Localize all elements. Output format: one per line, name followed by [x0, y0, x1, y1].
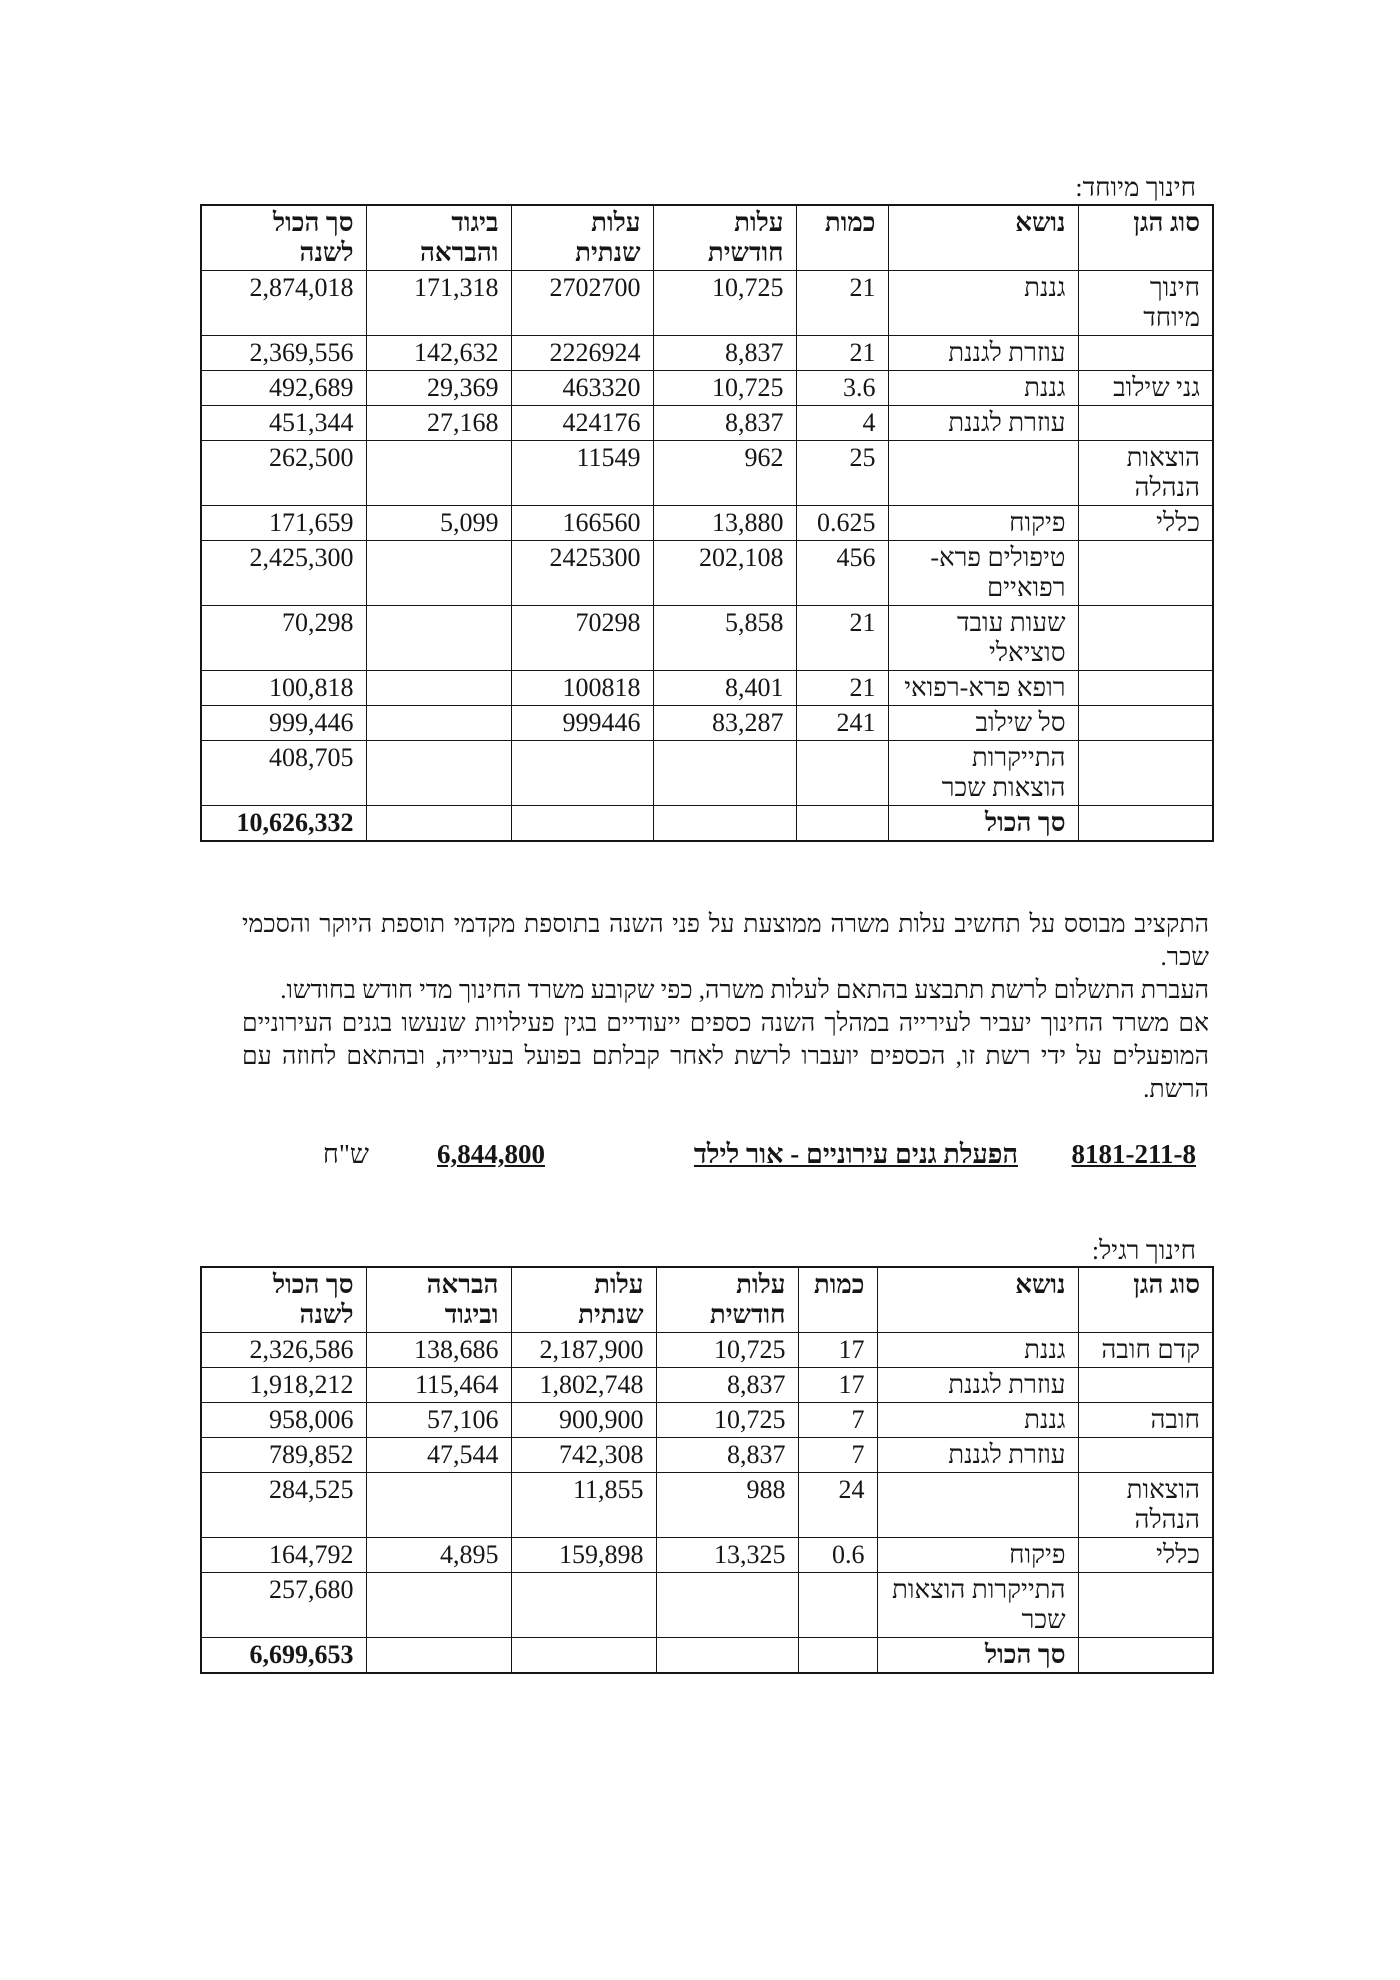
table-row	[201, 336, 1213, 371]
cell-annual-cost: 159,898	[511, 1538, 656, 1573]
table-row	[201, 1438, 1213, 1473]
cell-empty	[366, 1638, 511, 1674]
cell-benefits: 171,318	[366, 271, 511, 336]
cell-kindergarten-type	[1078, 671, 1213, 706]
cell-empty	[656, 1638, 798, 1674]
cell-kindergarten-type	[1078, 1368, 1213, 1403]
cell-quantity: 25	[796, 441, 888, 506]
cell-empty	[653, 806, 796, 842]
cell-benefits: 4,895	[366, 1538, 511, 1573]
cell-quantity: 0.6	[798, 1538, 877, 1573]
cell-monthly-cost: 8,837	[653, 336, 796, 371]
cell-benefits: 115,464	[366, 1368, 511, 1403]
cell-kindergarten-type: כללי	[1078, 506, 1213, 541]
notes-line: התקציב מבוסס על תחשיב עלות משרה ממוצעת על פני השנה בתוספת מקדמי תוספת היוקר והסכמי	[242, 911, 1209, 938]
cell-kindergarten-type	[1078, 406, 1213, 441]
cell-annual-cost: 999446	[511, 706, 653, 741]
cell-monthly-cost: 8,837	[656, 1438, 798, 1473]
cell-monthly-cost: 8,837	[656, 1368, 798, 1403]
cell-kindergarten-type: חובה	[1078, 1403, 1213, 1438]
cell-subject: גננת	[888, 271, 1078, 336]
table-row	[201, 406, 1213, 441]
cell-monthly-cost: 13,325	[656, 1538, 798, 1573]
budget-code: 8181-211-8	[1071, 1139, 1196, 1169]
cell-annual-total: 70,298	[201, 606, 366, 671]
cell-subject: גננת	[888, 371, 1078, 406]
column-header-quantity: כמות	[798, 1267, 877, 1333]
cell-monthly-cost: 10,725	[653, 271, 796, 336]
total-label: סך הכול	[888, 806, 1078, 842]
cell-kindergarten-type	[1078, 336, 1213, 371]
cell-monthly-cost	[653, 741, 796, 806]
table-row	[201, 1333, 1213, 1368]
cell-benefits	[366, 1473, 511, 1538]
table-row	[201, 671, 1213, 706]
cell-kindergarten-type	[1078, 706, 1213, 741]
notes-line: המופעלים על ידי רשת זו, הכספים יועברו לרשת לאחר קבלתם בפועל בעירייה, ובהתאם לחוזה עם	[242, 1043, 1209, 1070]
cell-subject: עוזרת לגננת	[877, 1368, 1078, 1403]
cell-kindergarten-type	[1078, 741, 1213, 806]
cell-annual-cost	[511, 741, 653, 806]
regular-education-section-label: חינוך רגיל:	[1091, 1236, 1196, 1265]
cell-quantity: 21	[796, 336, 888, 371]
header-row	[201, 1267, 1213, 1333]
cell-monthly-cost: 13,880	[653, 506, 796, 541]
notes-line: שכר.	[1160, 944, 1209, 971]
cell-kindergarten-type	[1078, 1573, 1213, 1638]
cell-kindergarten-type	[1078, 541, 1213, 606]
cell-quantity: 17	[798, 1368, 877, 1403]
cell-monthly-cost: 8,837	[653, 406, 796, 441]
cell-annual-cost: 2,187,900	[511, 1333, 656, 1368]
column-header-annual-cost: עלות שנתית	[511, 205, 653, 271]
cell-quantity	[798, 1573, 877, 1638]
cell-subject: גננת	[877, 1333, 1078, 1368]
cell-benefits: 29,369	[366, 371, 511, 406]
cell-annual-total: 451,344	[201, 406, 366, 441]
cell-monthly-cost: 5,858	[653, 606, 796, 671]
cell-subject: טיפולים פרא- רפואיים	[888, 541, 1078, 606]
table-row	[201, 1573, 1213, 1638]
cell-subject: רופא פרא-רפואי	[888, 671, 1078, 706]
cell-annual-total: 164,792	[201, 1538, 366, 1573]
cell-quantity: 7	[798, 1403, 877, 1438]
cell-annual-cost: 2226924	[511, 336, 653, 371]
cell-subject	[877, 1473, 1078, 1538]
cell-annual-cost	[511, 1573, 656, 1638]
table-row	[201, 741, 1213, 806]
cell-kindergarten-type: הוצאות הנהלה	[1078, 1473, 1213, 1538]
table-row	[201, 1473, 1213, 1538]
table-row	[201, 506, 1213, 541]
column-header-benefits: הבראה וביגוד	[366, 1267, 511, 1333]
cell-annual-total: 257,680	[201, 1573, 366, 1638]
cell-subject: שעות עובד סוציאלי	[888, 606, 1078, 671]
cell-annual-cost: 70298	[511, 606, 653, 671]
cell-annual-total: 1,918,212	[201, 1368, 366, 1403]
cell-subject: פיקוח	[888, 506, 1078, 541]
cell-monthly-cost: 10,725	[653, 371, 796, 406]
cell-annual-total: 2,369,556	[201, 336, 366, 371]
cell-annual-cost: 100818	[511, 671, 653, 706]
cell-annual-total: 284,525	[201, 1473, 366, 1538]
cell-quantity: 0.625	[796, 506, 888, 541]
cell-quantity: 24	[798, 1473, 877, 1538]
cell-annual-cost: 2425300	[511, 541, 653, 606]
cell-subject: סל שילוב	[888, 706, 1078, 741]
cell-subject: התייקרות הוצאות שכר	[877, 1573, 1078, 1638]
column-header-annual-cost: עלות שנתית	[511, 1267, 656, 1333]
cell-annual-cost: 166560	[511, 506, 653, 541]
cell-annual-total: 2,425,300	[201, 541, 366, 606]
cell-empty	[511, 1638, 656, 1674]
cell-subject: התייקרות הוצאות שכר	[888, 741, 1078, 806]
column-header-subject: נושא	[888, 205, 1078, 271]
currency-label: ש"ח	[322, 1139, 369, 1169]
special-education-section-label: חינוך מיוחד:	[1075, 173, 1196, 202]
cell-annual-total: 958,006	[201, 1403, 366, 1438]
cell-empty	[798, 1638, 877, 1674]
cell-monthly-cost	[656, 1573, 798, 1638]
cell-quantity: 21	[796, 606, 888, 671]
cell-annual-total: 100,818	[201, 671, 366, 706]
cell-benefits: 138,686	[366, 1333, 511, 1368]
cell-annual-cost: 1,802,748	[511, 1368, 656, 1403]
cell-annual-total: 492,689	[201, 371, 366, 406]
total-value: 6,699,653	[201, 1638, 366, 1674]
cell-kindergarten-type: חינוך מיוחד	[1078, 271, 1213, 336]
cell-subject: גננת	[877, 1403, 1078, 1438]
cell-monthly-cost: 202,108	[653, 541, 796, 606]
cell-benefits	[366, 1573, 511, 1638]
cell-subject: פיקוח	[877, 1538, 1078, 1573]
total-row	[201, 1638, 1213, 1674]
cell-empty	[1078, 806, 1213, 842]
cell-quantity: 7	[798, 1438, 877, 1473]
cell-annual-total: 171,659	[201, 506, 366, 541]
notes-line: העברת התשלום לרשת תתבצע בהתאם לעלות משרה, כפי שקובע משרד החינוך מדי חודש בחודשו.	[280, 977, 1209, 1004]
cell-annual-cost: 11,855	[511, 1473, 656, 1538]
column-header-subject: נושא	[877, 1267, 1078, 1333]
cell-quantity: 21	[796, 671, 888, 706]
table-row	[201, 441, 1213, 506]
cell-subject	[888, 441, 1078, 506]
cell-monthly-cost: 10,725	[656, 1403, 798, 1438]
cell-quantity: 3.6	[796, 371, 888, 406]
cell-benefits: 57,106	[366, 1403, 511, 1438]
cell-quantity: 456	[796, 541, 888, 606]
cell-benefits	[366, 706, 511, 741]
column-header-benefits: ביגוד והבראה	[366, 205, 511, 271]
cell-empty	[511, 806, 653, 842]
budget-notes	[242, 908, 1209, 1106]
cell-annual-cost: 11549	[511, 441, 653, 506]
column-header-monthly-cost: עלות חודשית	[653, 205, 796, 271]
column-header-quantity: כמות	[796, 205, 888, 271]
cell-subject: עוזרת לגננת	[888, 336, 1078, 371]
cell-kindergarten-type: הוצאות הנהלה	[1078, 441, 1213, 506]
table-row	[201, 606, 1213, 671]
table-row	[201, 371, 1213, 406]
cell-kindergarten-type: קדם חובה	[1078, 1333, 1213, 1368]
table-row	[201, 1538, 1213, 1573]
cell-annual-cost: 742,308	[511, 1438, 656, 1473]
cell-benefits	[366, 606, 511, 671]
cell-benefits: 47,544	[366, 1438, 511, 1473]
cell-annual-total: 262,500	[201, 441, 366, 506]
cell-benefits	[366, 671, 511, 706]
cell-quantity: 241	[796, 706, 888, 741]
table-row	[201, 1368, 1213, 1403]
column-header-kindergarten-type: סוג הגן	[1078, 1267, 1213, 1333]
cell-annual-cost: 900,900	[511, 1403, 656, 1438]
cell-annual-cost: 2702700	[511, 271, 653, 336]
cell-empty	[1078, 1638, 1213, 1674]
budget-title: הפעלת גנים עירוניים - אור לילד	[693, 1139, 1018, 1169]
cell-monthly-cost: 8,401	[653, 671, 796, 706]
table-row	[201, 1403, 1213, 1438]
budget-amount: 6,844,800	[437, 1139, 545, 1169]
cell-subject: עוזרת לגננת	[877, 1438, 1078, 1473]
header-row	[201, 205, 1213, 271]
cell-kindergarten-type: גני שילוב	[1078, 371, 1213, 406]
cell-kindergarten-type: כללי	[1078, 1538, 1213, 1573]
cell-benefits: 27,168	[366, 406, 511, 441]
cell-monthly-cost: 988	[656, 1473, 798, 1538]
cell-empty	[366, 806, 511, 842]
cell-kindergarten-type	[1078, 1438, 1213, 1473]
cell-monthly-cost: 962	[653, 441, 796, 506]
cell-annual-total: 408,705	[201, 741, 366, 806]
total-row	[201, 806, 1213, 842]
cell-benefits	[366, 541, 511, 606]
cell-empty	[796, 806, 888, 842]
cell-benefits: 5,099	[366, 506, 511, 541]
cell-monthly-cost: 83,287	[653, 706, 796, 741]
column-header-monthly-cost: עלות חודשית	[656, 1267, 798, 1333]
column-header-kindergarten-type: סוג הגן	[1078, 205, 1213, 271]
cell-quantity: 4	[796, 406, 888, 441]
cell-annual-total: 999,446	[201, 706, 366, 741]
special-education-budget-table	[200, 204, 1214, 842]
table-row	[201, 271, 1213, 336]
cell-subject: עוזרת לגננת	[888, 406, 1078, 441]
notes-line: אם משרד החינוך יעביר לעירייה במהלך השנה כספים ייעודיים בגין פעילויות שנעשו בגנים העירוניים	[242, 1010, 1209, 1037]
cell-quantity: 17	[798, 1333, 877, 1368]
cell-kindergarten-type	[1078, 606, 1213, 671]
total-value: 10,626,332	[201, 806, 366, 842]
total-label: סך הכול	[877, 1638, 1078, 1674]
cell-monthly-cost: 10,725	[656, 1333, 798, 1368]
cell-quantity: 21	[796, 271, 888, 336]
cell-benefits: 142,632	[366, 336, 511, 371]
cell-annual-total: 789,852	[201, 1438, 366, 1473]
cell-quantity	[796, 741, 888, 806]
cell-annual-total: 2,326,586	[201, 1333, 366, 1368]
cell-annual-cost: 424176	[511, 406, 653, 441]
cell-benefits	[366, 741, 511, 806]
cell-annual-cost: 463320	[511, 371, 653, 406]
column-header-annual-total: סך הכול לשנה	[201, 1267, 366, 1333]
table-row	[201, 541, 1213, 606]
table-row	[201, 706, 1213, 741]
notes-line: הרשת.	[1143, 1076, 1209, 1103]
cell-benefits	[366, 441, 511, 506]
regular-education-budget-table	[200, 1266, 1214, 1674]
column-header-annual-total: סך הכול לשנה	[201, 205, 366, 271]
cell-annual-total: 2,874,018	[201, 271, 366, 336]
